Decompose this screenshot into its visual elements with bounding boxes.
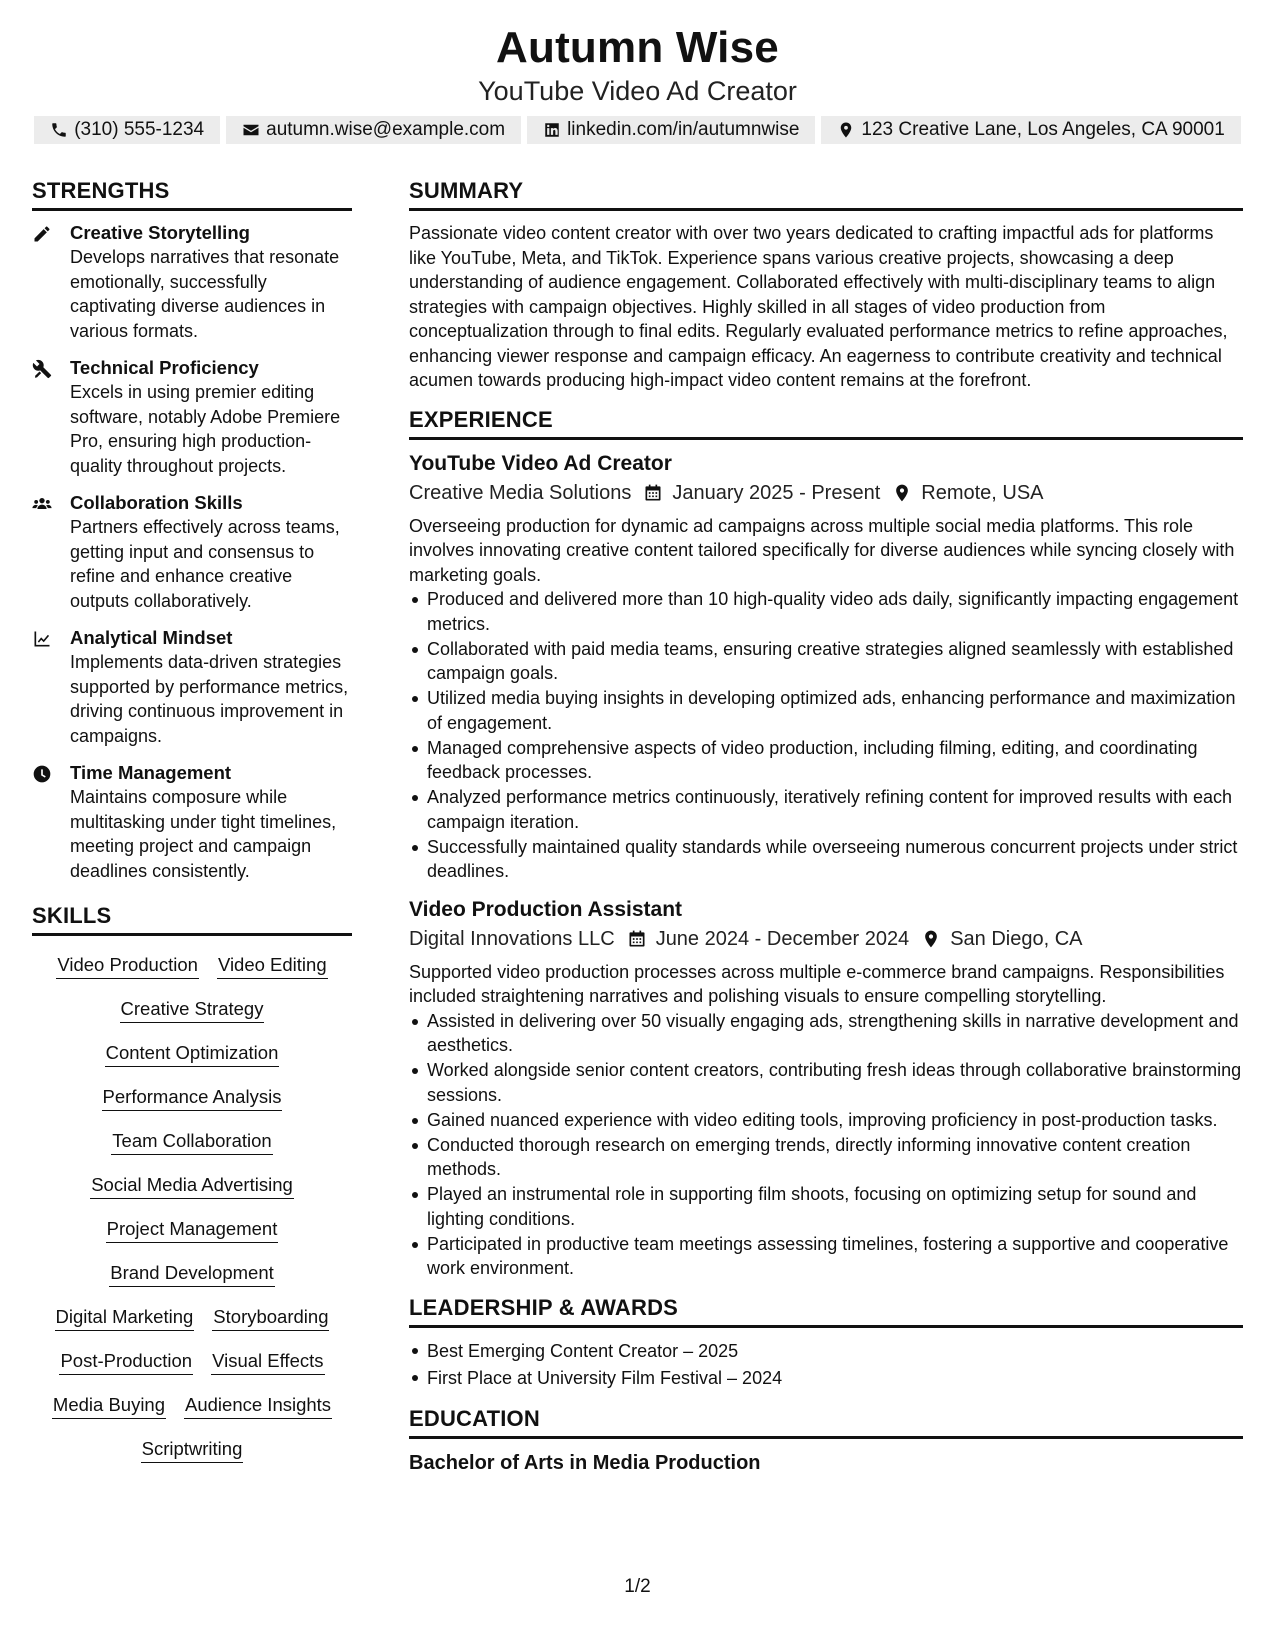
skill-tag: Social Media Advertising <box>90 1172 294 1199</box>
strength-desc: Implements data-driven strategies supported by performance metrics, driving continuous improvement in campaigns. <box>70 652 349 746</box>
skill-tag: Video Production <box>56 952 199 979</box>
job-bullet: Produced and delivered more than 10 high-quality video ads daily, significantly impacting engagement metrics. <box>409 587 1243 636</box>
job-title: Video Production Assistant <box>409 897 683 921</box>
skill-tag: Visual Effects <box>211 1348 324 1375</box>
left-column <box>32 176 352 1477</box>
job-bullet: Managed comprehensive aspects of video production, including filming, editing, and coordinating feedback processes. <box>409 736 1243 785</box>
strength-desc: Develops narratives that resonate emotionally, successfully captivating diverse audiences in various formats. <box>70 247 340 341</box>
clock-icon <box>32 764 52 784</box>
resume-header <box>0 0 1275 144</box>
contact-phone[interactable] <box>34 116 220 144</box>
strength-item <box>32 356 352 478</box>
skill-tag: Storyboarding <box>212 1304 329 1331</box>
job-location: San Diego, CA <box>950 927 1083 950</box>
strength-title: Technical Proficiency <box>70 357 259 378</box>
tools-icon <box>32 359 52 379</box>
strength-desc: Partners effectively across teams, getting input and consensus to refine and enhance creative outputs collaboratively. <box>70 517 340 611</box>
job-bullets <box>409 1009 1243 1281</box>
awards-list <box>409 1338 1243 1393</box>
skill-tag: Creative Strategy <box>120 996 265 1023</box>
skill-tag: Project Management <box>106 1216 279 1243</box>
strength-title: Analytical Mindset <box>70 627 233 648</box>
contact-bar <box>0 116 1275 144</box>
contact-address-text: 123 Creative Lane, Los Angeles, CA 90001 <box>861 119 1225 140</box>
job-bullet: Played an instrumental role in supporting film shoots, focusing on optimizing setup for sound and lighting conditions. <box>409 1182 1243 1231</box>
job-description: Supported video production processes across multiple e-commerce brand campaigns. Responsibilities included straightening narratives and polishing visuals to ensure compelling storytelling. <box>409 961 1225 1006</box>
job-bullet: Collaborated with paid media teams, ensuring creative strategies aligned seamlessly with established campaign goals. <box>409 637 1243 686</box>
job-bullet: Analyzed performance metrics continuously, iteratively refining content for improved results with each campaign iteration. <box>409 785 1243 834</box>
job-entry <box>409 896 1243 1281</box>
resume-body <box>32 176 1243 1477</box>
contact-email-text: autumn.wise@example.com <box>266 119 506 140</box>
calendar-icon <box>627 929 647 949</box>
map-pin-icon <box>892 483 912 503</box>
map-pin-icon <box>837 121 855 139</box>
strength-item <box>32 491 352 613</box>
right-column <box>409 176 1243 1477</box>
skill-tag: Team Collaboration <box>111 1128 272 1155</box>
job-bullet: Gained nuanced experience with video editing tools, improving proficiency in post-production tasks. <box>409 1108 1243 1133</box>
phone-icon <box>50 121 68 139</box>
skills-title: SKILLS <box>32 901 352 936</box>
contact-linkedin-text: linkedin.com/in/autumnwise <box>567 119 800 140</box>
linkedin-icon <box>543 121 561 139</box>
strength-desc: Maintains composure while multitasking under tight timelines, meeting project and campaign deadlines consistently. <box>70 787 337 881</box>
job-dates: January 2025 - Present <box>672 481 881 504</box>
contact-email[interactable] <box>226 116 521 144</box>
skills-list <box>32 946 352 1463</box>
awards-title: LEADERSHIP & AWARDS <box>409 1293 1243 1328</box>
skill-tag: Media Buying <box>52 1392 166 1419</box>
envelope-icon <box>242 121 260 139</box>
job-meta <box>409 478 1243 508</box>
strength-item <box>32 221 352 343</box>
job-dates: June 2024 - December 2024 <box>655 927 910 950</box>
job-bullet: Conducted thorough research on emerging trends, directly informing innovative content creation methods. <box>409 1133 1243 1182</box>
job-meta <box>409 924 1243 954</box>
page-number: 1/2 <box>624 1576 651 1597</box>
job-description: Overseeing production for dynamic ad campaigns across multiple social media platforms. This role involves innovating creative content tailored specifically for diverse audiences while syncing closely with marketing goals. <box>409 515 1235 585</box>
strength-title: Collaboration Skills <box>70 492 243 513</box>
contact-phone-text: (310) 555-1234 <box>74 119 205 140</box>
award-item: Best Emerging Content Creator – 2025 <box>409 1338 1243 1365</box>
job-bullet: Utilized media buying insights in developing optimized ads, enhancing performance and maximization of engagement. <box>409 686 1243 735</box>
job-bullet: Successfully maintained quality standards while overseeing numerous concurrent projects under strict deadlines. <box>409 835 1243 884</box>
job-entry <box>409 450 1243 884</box>
strength-item <box>32 761 352 883</box>
job-bullet: Assisted in delivering over 50 visually engaging ads, strengthening skills in narrative development and aesthetics. <box>409 1009 1243 1058</box>
job-title: YouTube Video Ad Creator <box>409 451 672 475</box>
job-bullet: Participated in productive team meetings assessing timelines, fostering a supportive and cooperative work environment. <box>409 1232 1243 1281</box>
skill-tag: Digital Marketing <box>55 1304 195 1331</box>
skill-tag: Scriptwriting <box>141 1436 244 1463</box>
map-pin-icon <box>921 929 941 949</box>
summary-title: SUMMARY <box>409 176 1243 211</box>
candidate-role: YouTube Video Ad Creator <box>478 76 797 106</box>
strength-title: Time Management <box>70 762 232 783</box>
experience-title: EXPERIENCE <box>409 405 1243 440</box>
job-bullets <box>409 587 1243 884</box>
strength-title: Creative Storytelling <box>70 222 250 243</box>
skill-tag: Video Editing <box>217 952 328 979</box>
skill-tag: Post-Production <box>59 1348 193 1375</box>
skill-tag: Content Optimization <box>105 1040 280 1067</box>
contact-address[interactable] <box>821 116 1240 144</box>
skill-tag: Brand Development <box>109 1260 275 1287</box>
summary-text: Passionate video content creator with over two years dedicated to crafting impactful ads for platforms like YouTube, Meta, and TikTok. Experience spans various creative projects, showcasing a deep understanding of audience engagement. Collaborated effectively with multi-disciplinary teams to align strategies with campaign objectives. Highly skilled in all stages of video production from conceptualization through to final edits. Regularly evaluated performance metrics to refine approaches, enhancing viewer response and campaign efficacy. An eagerness to contribute creativity and technical acumen towards producing high-impact video content remains at the forefront. <box>409 223 1228 390</box>
chart-line-icon <box>32 629 52 649</box>
pencil-icon <box>32 224 52 244</box>
skill-tag: Performance Analysis <box>102 1084 283 1111</box>
education-degree: Bachelor of Arts in Media Production <box>409 1452 761 1474</box>
strength-item <box>32 626 352 748</box>
education-title: EDUCATION <box>409 1404 1243 1439</box>
strength-desc: Excels in using premier editing software, notably Adobe Premiere Pro, ensuring high production-quality throughout projects. <box>70 382 341 476</box>
job-company: Creative Media Solutions <box>409 481 632 504</box>
users-icon <box>32 494 52 514</box>
contact-linkedin[interactable] <box>527 116 815 144</box>
award-item: First Place at University Film Festival – 2024 <box>409 1365 1243 1392</box>
job-location: Remote, USA <box>921 481 1044 504</box>
calendar-icon <box>643 483 663 503</box>
job-company: Digital Innovations LLC <box>409 927 615 950</box>
job-bullet: Worked alongside senior content creators, contributing fresh ideas through collaborative brainstorming sessions. <box>409 1058 1243 1107</box>
candidate-name: Autumn Wise <box>496 23 779 72</box>
strengths-title: STRENGTHS <box>32 176 352 211</box>
skill-tag: Audience Insights <box>184 1392 332 1419</box>
